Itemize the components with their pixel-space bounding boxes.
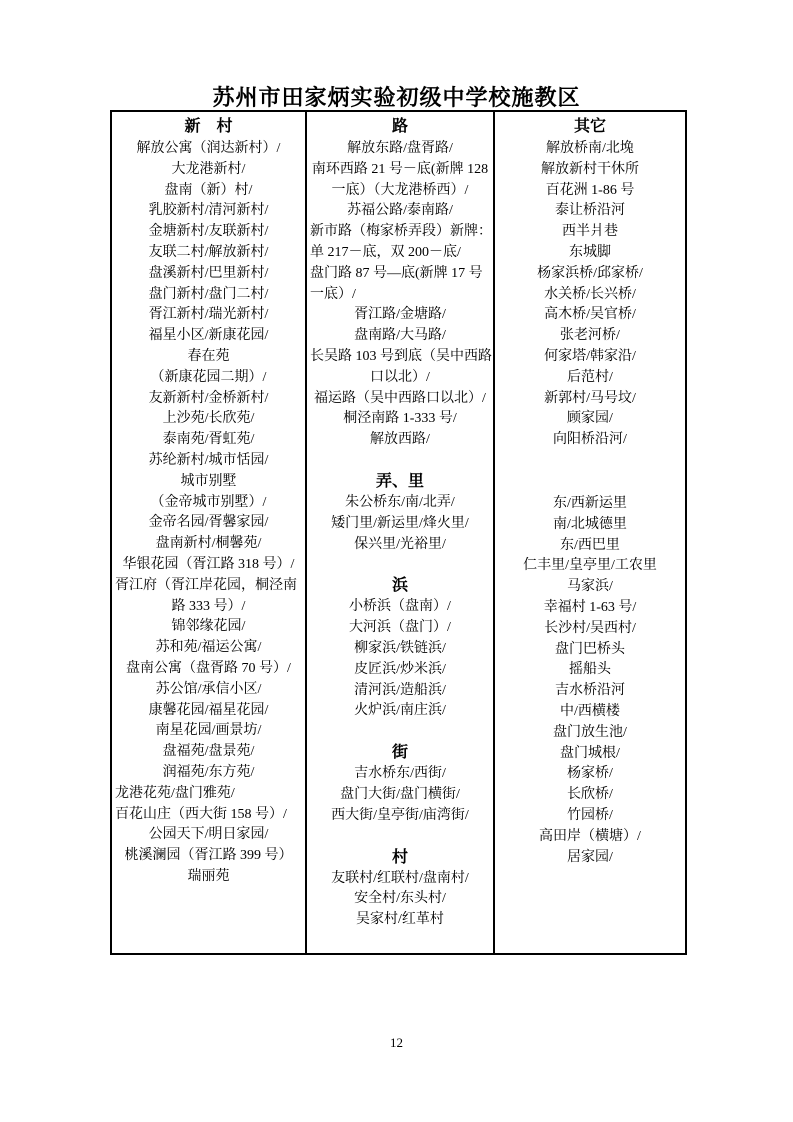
address-line: 清河浜/造船浜/	[354, 682, 446, 698]
table-column-1	[112, 112, 305, 953]
page-number: 12	[390, 1035, 403, 1050]
address-line: 盘门新村/盘门二村/	[148, 286, 269, 302]
address-line: 盘南路/大马路/	[354, 328, 446, 344]
address-line: 东城脚	[569, 244, 611, 260]
address-line: 长沙村/吴西村/	[544, 620, 636, 636]
address-line: 一底）（大龙港桥西）/	[331, 182, 469, 198]
address-line: 泰南苑/胥虹苑/	[162, 432, 255, 448]
address-line: 向阳桥沿河/	[553, 432, 627, 448]
address-line: 苏公馆/承信小区/	[155, 681, 262, 697]
address-line: 盘福苑/盘景苑/	[162, 744, 255, 760]
document-title: 苏州市田家炳实验初级中学校施教区	[212, 85, 581, 110]
address-line: 摇船头	[569, 662, 611, 678]
address-line: 盘门路 87 号—底(新牌 17 号	[310, 265, 483, 281]
address-line: 盘南新村/桐馨苑/	[155, 536, 262, 552]
address-line: 竹园桥/	[567, 807, 613, 823]
address-line: 锦邻缘花园/	[171, 619, 246, 635]
address-line: 路 333 号）/	[171, 598, 246, 614]
address-line: 春在苑	[187, 348, 230, 364]
address-line: 仁丰里/皇亭里/工农里	[523, 558, 657, 574]
address-line: 上沙苑/长欣苑/	[162, 411, 255, 427]
address-line: 龙港花苑/盘门雅苑/	[115, 785, 235, 801]
address-section	[310, 575, 490, 722]
section-heading: 浜	[391, 577, 408, 595]
address-section	[310, 139, 490, 451]
address-line: 东/西巴里	[560, 537, 620, 553]
address-line: 大龙港新村/	[171, 161, 246, 177]
address-line: 盘南公寓（盘胥路 70 号）/	[126, 660, 291, 676]
column-header: 新 村	[184, 118, 233, 135]
address-line: 盘门巴桥头	[555, 641, 625, 657]
address-line: 润福苑/东方苑/	[162, 764, 255, 780]
address-line: 盘门大街/盘门横街/	[340, 786, 460, 802]
address-line: 乳胶新村/清河新村/	[148, 203, 269, 219]
address-line: 火炉浜/南庄浜/	[354, 703, 446, 719]
address-line: 友联二村/解放新村/	[148, 244, 269, 260]
address-line: （金帝城市别墅）/	[150, 494, 267, 510]
address-line: 福运路（吴中西路口以北）/	[314, 390, 486, 406]
address-line: 一底）/	[310, 286, 356, 302]
address-line: 单 217－底，双 200－底/	[310, 244, 461, 260]
address-line: 西大街/皇亭街/庙湾街/	[331, 807, 469, 823]
address-line: 口以北）/	[370, 369, 430, 385]
address-line: 华银花园（胥江路 318 号）/	[122, 556, 295, 572]
section-heading: 弄、里	[375, 472, 424, 490]
address-line: 后范村/	[567, 369, 613, 385]
address-line: 泰让桥沿河	[555, 203, 625, 219]
address-line: 苏福公路/泰南路/	[347, 203, 453, 219]
address-line: 解放公寓（润达新村）/	[136, 141, 281, 156]
address-line: 柳家浜/铁链浜/	[354, 640, 446, 656]
address-line: 胥江新村/瑞光新村/	[148, 307, 269, 323]
address-line: 居家园/	[567, 849, 613, 865]
address-line: 解放西路/	[370, 432, 430, 448]
address-line: 桐泾南路 1-333 号/	[343, 411, 457, 427]
address-line: 胥江路/金塘路/	[354, 307, 446, 323]
address-line: 长欣桥/	[567, 787, 613, 803]
address-line: 东/西新运里	[553, 495, 627, 511]
address-line: 吉水桥沿河	[555, 683, 625, 699]
column-header: 路	[391, 118, 408, 135]
address-line: 小桥浜（盘南）/	[349, 599, 451, 615]
address-line: 新郭村/马号坟/	[544, 390, 636, 406]
address-line: 安全村/东头村/	[354, 891, 446, 907]
address-line: 吉水桥东/西街/	[354, 766, 446, 782]
address-line: 顾家园/	[567, 411, 613, 427]
address-line: 吴家村/红革村	[356, 912, 444, 928]
address-line: 张老河桥/	[560, 328, 620, 344]
address-line: 友联村/红联村/盘南村/	[331, 870, 469, 886]
address-line: 朱公桥东/南/北弄/	[345, 494, 455, 510]
address-line: 杨家桥/	[567, 766, 613, 782]
address-line: 马家浜/	[567, 579, 613, 595]
address-line: 康馨花园/福星花园/	[148, 702, 269, 718]
address-line: 百花洲 1-86 号	[545, 182, 635, 198]
address-line: 皮匠浜/炒米浜/	[354, 661, 446, 677]
address-line: 金塘新村/友联新村/	[148, 224, 269, 240]
address-line: 金帝名园/胥馨家园/	[148, 515, 269, 531]
address-line: 胥江府（胥江岸花园，桐泾南	[115, 577, 297, 593]
address-section	[498, 139, 682, 451]
section-heading: 街	[391, 744, 408, 762]
column-header: 其它	[573, 118, 606, 135]
address-line: 高田岸（横塘）/	[539, 828, 641, 844]
address-line: 苏和苑/福运公寓/	[155, 640, 262, 656]
address-line: 盘溪新村/巴里新村/	[148, 265, 269, 281]
address-line: 南环西路 21 号－底(新牌 128	[311, 161, 489, 177]
address-line: 高木桥/吴官桥/	[544, 307, 636, 323]
address-line: 盘门城根/	[560, 745, 620, 761]
address-line: 福星小区/新康花园/	[148, 328, 269, 344]
address-line: 南/北城德里	[553, 516, 627, 532]
address-section	[310, 742, 490, 826]
address-line: 盘门放生池/	[553, 724, 627, 740]
address-line: （新康花园二期）/	[150, 369, 267, 385]
address-line: 幸福村 1-63 号/	[543, 599, 637, 615]
address-line: 盘南（新）村/	[164, 182, 253, 198]
address-line: 解放新村干休所	[541, 161, 639, 177]
address-line: 公园天下/明日家园/	[148, 827, 269, 843]
section-heading: 村	[391, 848, 408, 866]
address-line: 南星花园/画景坊/	[155, 723, 262, 739]
address-line: 解放桥南/北堍	[546, 141, 634, 156]
address-line: 长吴路 103 号到底（吴中西路	[310, 348, 492, 364]
address-line: 大河浜（盘门）/	[349, 620, 451, 636]
address-line: 瑞丽苑	[187, 868, 230, 884]
address-line: 何家塔/韩家沿/	[544, 348, 636, 364]
address-section	[310, 847, 490, 931]
address-line: 新市路（梅家桥弄段）新牌：	[310, 224, 492, 240]
address-line: 西半爿巷	[562, 224, 618, 240]
address-line: 中/西横楼	[560, 703, 620, 719]
address-line: 矮门里/新运里/烽火里/	[331, 515, 469, 531]
district-table	[110, 110, 687, 955]
address-line: 百花山庄（西大街 158 号）/	[115, 806, 287, 822]
address-section	[115, 139, 302, 888]
table-column-2	[305, 112, 493, 953]
address-section	[310, 471, 490, 555]
table-column-3	[493, 112, 685, 953]
address-line: 桃溪澜园（胥江路 399 号）	[124, 848, 293, 864]
address-line: 城市别墅	[180, 473, 237, 489]
address-line: 友新新村/金桥新村/	[148, 390, 269, 406]
address-line: 解放东路/盘胥路/	[347, 141, 453, 156]
address-line: 水关桥/长兴桥/	[544, 286, 636, 302]
address-line: 苏纶新村/城市恬园/	[148, 452, 269, 468]
address-line: 杨家浜桥/邱家桥/	[537, 265, 643, 281]
address-line: 保兴里/光裕里/	[354, 536, 446, 552]
address-section	[498, 494, 682, 868]
